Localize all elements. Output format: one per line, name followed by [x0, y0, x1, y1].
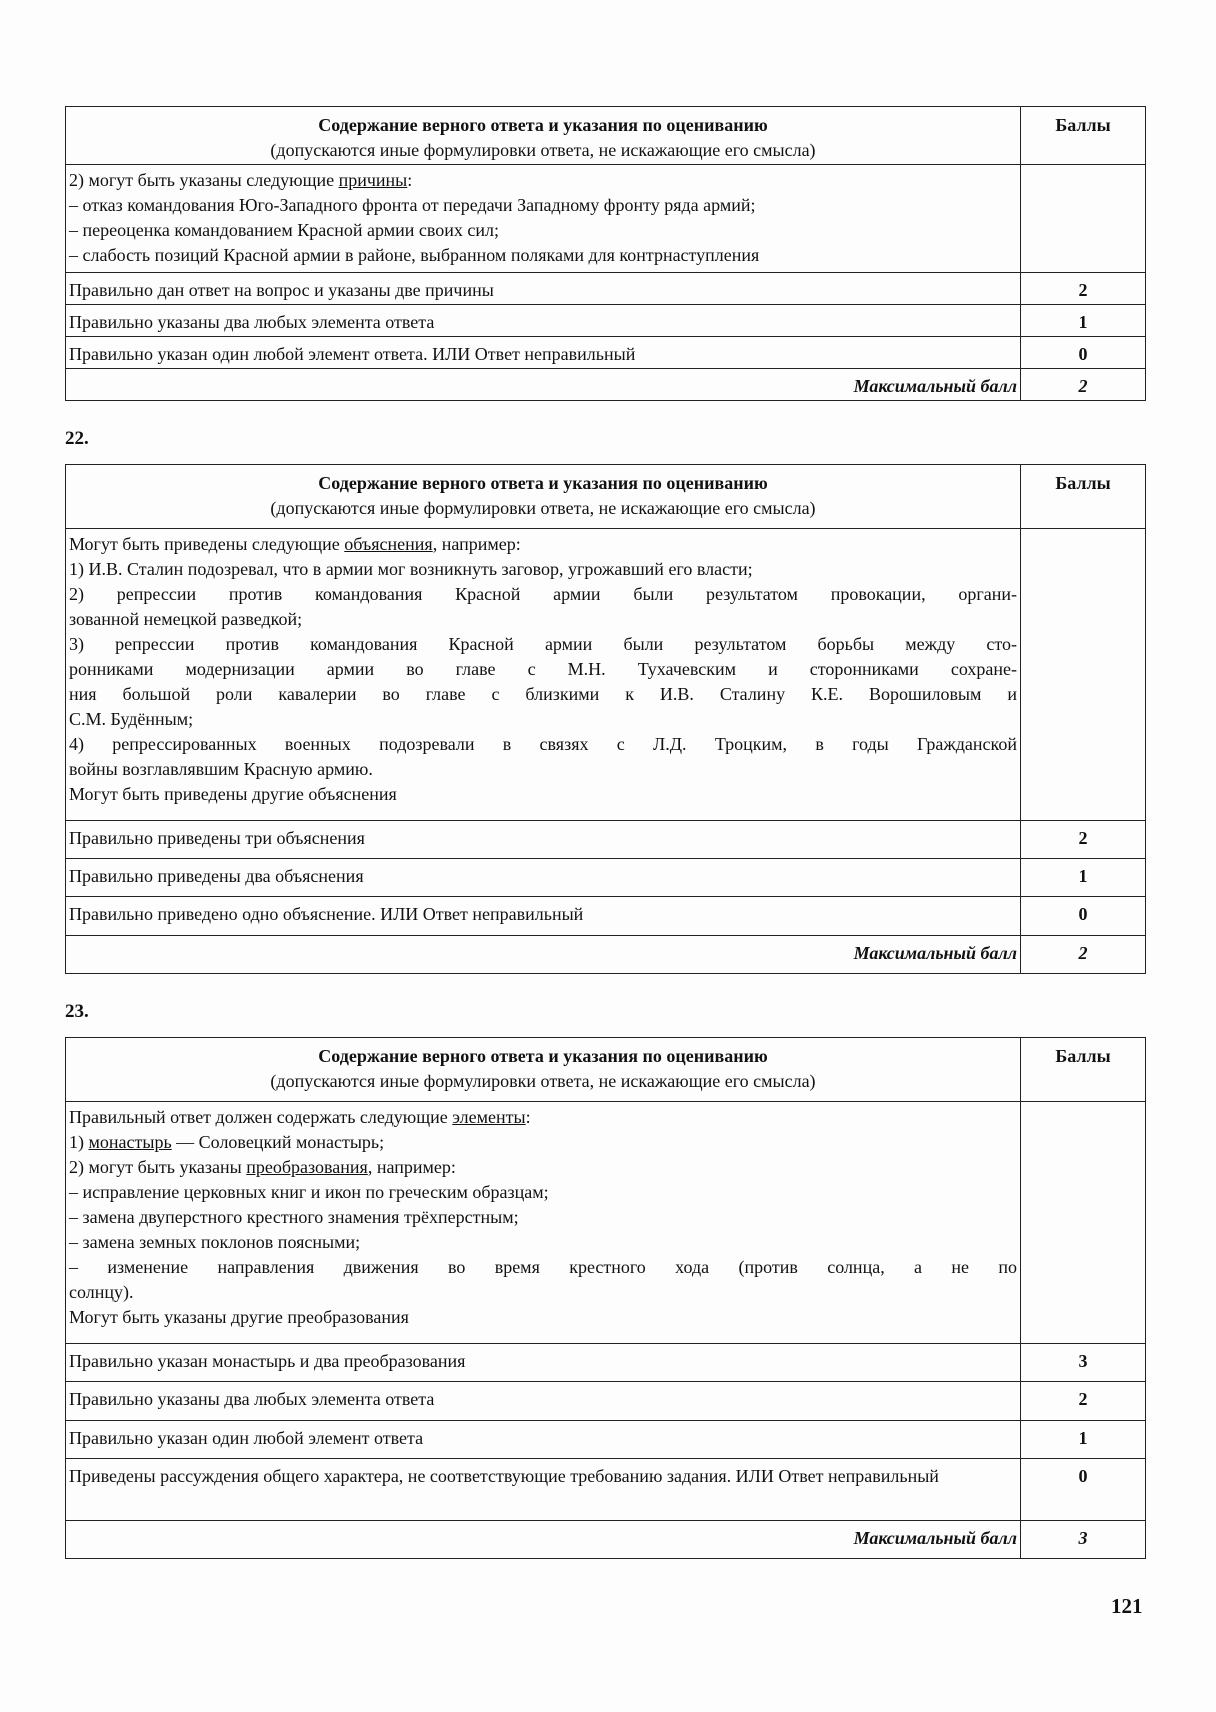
- text: преобразования: [246, 1157, 368, 1177]
- table-row: [66, 305, 1146, 337]
- text: объяснения: [344, 534, 433, 554]
- text: , например:: [432, 534, 521, 554]
- text: Максимальный балл: [66, 936, 1021, 974]
- answer-content: [66, 1102, 1021, 1344]
- text: 4) репрессированных военных подозревали в связях с Л.Д. Троцким, в годы Гражданской: [69, 734, 1017, 754]
- text: Могут быть указаны другие преобразования: [69, 1307, 409, 1327]
- text: 3) репрессии против командования Красной армии были результатом борьбы между сто-: [69, 634, 1017, 654]
- criteria-table-22: [65, 464, 1146, 974]
- text: 2: [1021, 273, 1146, 305]
- header-cell: [66, 465, 1021, 529]
- text: Могут быть приведены другие объяснения: [69, 784, 397, 804]
- answer-content: [66, 165, 1021, 273]
- text: 2: [1021, 936, 1146, 974]
- table-row: [66, 897, 1146, 936]
- text: Правильно указан монастырь и два преобразования: [66, 1344, 1021, 1382]
- text: Приведены рассуждения общего характера, не соответствующие требованию задания. ИЛИ Ответ неправильный: [66, 1459, 1021, 1521]
- text: 1: [1021, 305, 1146, 337]
- text: Правильно указаны два любых элемента ответа: [66, 305, 1021, 337]
- text: Максимальный балл: [66, 369, 1021, 401]
- text: – изменение направления движения во время крестного хода (против солнца, а не по: [69, 1257, 1017, 1277]
- criteria-table-21: [65, 106, 1146, 401]
- text: — Соловецкий монастырь;: [171, 1132, 385, 1152]
- text: Правильный ответ должен содержать следующие: [69, 1107, 453, 1127]
- table-row: [66, 337, 1146, 369]
- table-row: [66, 859, 1146, 897]
- header-title: Содержание верного ответа и указания по оцениванию: [318, 115, 768, 135]
- text: – замена земных поклонов поясными;: [69, 1232, 361, 1252]
- table-row: [66, 1421, 1146, 1459]
- text: Содержание верного ответа и указания по оцениванию: [318, 1046, 768, 1066]
- text: 2) могут быть указаны: [69, 1157, 247, 1177]
- text: Могут быть приведены следующие: [69, 534, 345, 554]
- text: Правильно дан ответ на вопрос и указаны две причины: [66, 273, 1021, 305]
- score-header: Баллы: [1021, 465, 1146, 529]
- text: С.М. Будённым;: [69, 709, 194, 729]
- text: Содержание верного ответа и указания по оцениванию: [318, 473, 768, 493]
- text: 0: [1021, 897, 1146, 936]
- score-header: Баллы: [1021, 1038, 1146, 1102]
- text: – исправление церковных книг и икон по греческим образцам;: [69, 1182, 549, 1202]
- text: войны возглавлявшим Красную армию.: [69, 759, 373, 779]
- header-cell: [66, 1038, 1021, 1102]
- text: зованной немецкой разведкой;: [69, 609, 303, 629]
- table-row: [66, 1382, 1146, 1421]
- text: 1): [69, 1132, 89, 1152]
- text: 1: [1021, 1421, 1146, 1459]
- text: Правильно указан один любой элемент ответа. ИЛИ Ответ неправильный: [66, 337, 1021, 369]
- text: , например:: [367, 1157, 456, 1177]
- table-row: [66, 821, 1146, 859]
- text: – замена двуперстного крестного знамения трёхперстным;: [69, 1207, 519, 1227]
- text: Максимальный балл: [66, 1521, 1021, 1559]
- max-score-row: [66, 369, 1146, 401]
- text: 3: [1021, 1521, 1146, 1559]
- task-number: 23.: [65, 1001, 89, 1022]
- text: (допускаются иные формулировки ответа, не искажающие его смысла): [270, 498, 816, 518]
- task-number: 22.: [65, 428, 89, 449]
- score-header: Баллы: [1021, 107, 1146, 165]
- text: монастырь: [88, 1132, 172, 1152]
- header-cell: [66, 107, 1021, 165]
- text: 0: [1021, 1459, 1146, 1521]
- text: 2) могут быть указаны следующие: [69, 170, 339, 190]
- text: Правильно приведены три объяснения: [66, 821, 1021, 859]
- header-subtitle: (допускаются иные формулировки ответа, не искажающие его смысла): [270, 140, 816, 160]
- max-score-row: [66, 936, 1146, 974]
- text: элементы: [452, 1107, 526, 1127]
- text: Правильно указаны два любых элемента ответа: [66, 1382, 1021, 1421]
- text: 1: [1021, 859, 1146, 897]
- text: :: [407, 170, 413, 190]
- text: Правильно приведено одно объяснение. ИЛИ Ответ неправильный: [66, 897, 1021, 936]
- text: ронниками модернизации армии во главе с М.Н. Тухачевским и сторонниками сохране-: [69, 659, 1017, 679]
- table-row: [66, 1459, 1146, 1521]
- max-score-row: [66, 1521, 1146, 1559]
- answer-content: [66, 529, 1021, 821]
- text: (допускаются иные формулировки ответа, не искажающие его смысла): [270, 1071, 816, 1091]
- text: 2: [1021, 369, 1146, 401]
- text: Правильно приведены два объяснения: [66, 859, 1021, 897]
- text-line: – отказ командования Юго-Западного фронта от передачи Западному фронту ряда армий;: [69, 195, 756, 215]
- text: 1) И.В. Сталин подозревал, что в армии мог возникнуть заговор, угрожавший его власти;: [69, 559, 753, 579]
- text-line: – слабость позиций Красной армии в районе, выбранном поляками для контрнаступления: [69, 245, 760, 265]
- page-number: 121: [1111, 1594, 1143, 1618]
- table-row: [66, 1344, 1146, 1382]
- text: ния большой роли кавалерии во главе с близкими к И.В. Сталину К.Е. Ворошиловым и: [69, 684, 1017, 704]
- text: солнцу).: [69, 1282, 134, 1302]
- text: 2) репрессии против командования Красной армии были результатом провокации, органи-: [69, 584, 1017, 604]
- text: 0: [1021, 337, 1146, 369]
- text-line: – переоценка командованием Красной армии своих сил;: [69, 220, 499, 240]
- text: 3: [1021, 1344, 1146, 1382]
- text: причины: [338, 170, 408, 190]
- text: Правильно указан один любой элемент ответа: [66, 1421, 1021, 1459]
- text: :: [525, 1107, 531, 1127]
- text: 2: [1021, 1382, 1146, 1421]
- criteria-table-23: [65, 1037, 1146, 1559]
- text: 2: [1021, 821, 1146, 859]
- table-row: [66, 273, 1146, 305]
